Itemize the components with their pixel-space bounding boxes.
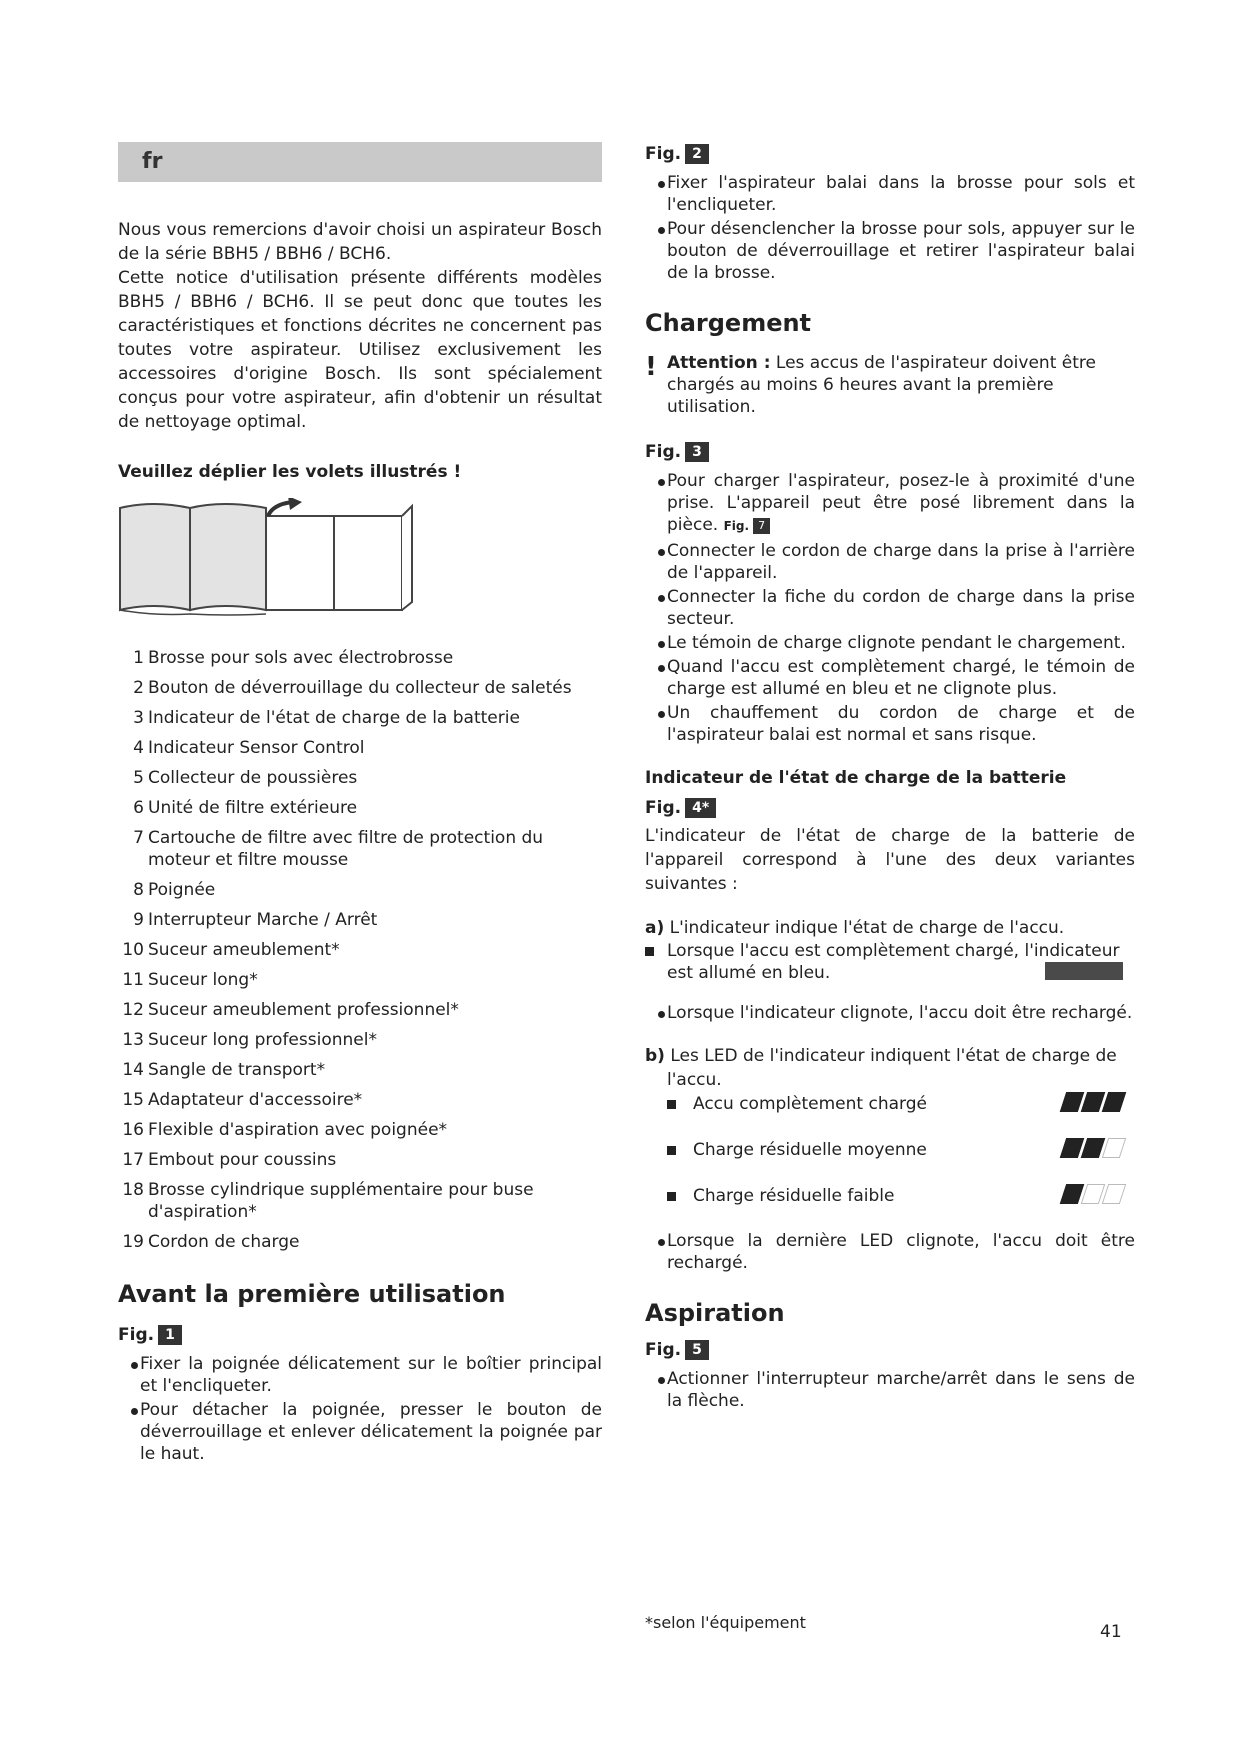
led-1-icon xyxy=(1063,1184,1123,1204)
list-item: Actionner l'interrupteur marche/arrêt dans le sens de la flèche. xyxy=(645,1368,1135,1412)
list-item: Lorsque la dernière LED clignote, l'accu doit être rechargé. xyxy=(645,1230,1135,1274)
intro-paragraph-1: Nous vous remercions d'avoir choisi un aspirateur Bosch de la série BBH5 / BBH6 / BCH6. xyxy=(118,220,602,264)
blue-indicator-icon xyxy=(1045,962,1123,980)
list-item: 1 Brosse pour sols avec électrobrosse xyxy=(133,648,454,668)
attention-note: ! Attention : Les accus de l'aspirateur doivent être chargés au moins 6 heures avant la première utilisation. xyxy=(645,352,1096,417)
fig2-steps xyxy=(645,172,1135,284)
intro-paragraph-2: Cette notice d'utilisation présente différents modèles BBH5 / BBH6 / BCH6. Il se peut donc que toutes les caractéristiques et fonctions décrites ne concernent pas toutes votre aspirateur. Utilisez exclusivement les accessoires d'origine Bosch. Ils sont spécialement conçus pour votre aspirateur, afin d'obtenir un résultat de nettoyage optimal. xyxy=(118,268,602,432)
list-item: 14 Sangle de transport* xyxy=(122,1060,326,1080)
list-item: Fixer la poignée délicatement sur le boîtier principal et l'encliqueter. xyxy=(118,1353,602,1397)
warning-icon: ! xyxy=(645,352,657,382)
fig-reference: Fig. 2 xyxy=(645,142,1135,166)
section-title-aspiration: Aspiration xyxy=(645,1299,785,1327)
section-title-before-use: Avant la première utilisation xyxy=(118,1280,506,1308)
led-2-icon xyxy=(1063,1138,1123,1158)
page-number: 41 xyxy=(1100,1622,1122,1642)
right-column xyxy=(645,142,1135,1414)
level-low: Charge résiduelle faible xyxy=(645,1184,1135,1230)
variant-a-steps xyxy=(645,1002,1135,1024)
unfold-note: Veuillez déplier les volets illustrés ! xyxy=(118,462,462,482)
list-item: 13 Suceur long professionnel* xyxy=(122,1030,377,1050)
list-item: 15 Adaptateur d'accessoire* xyxy=(122,1090,363,1110)
fig-reference: Fig. 4* xyxy=(645,796,1135,820)
language-header: fr xyxy=(118,142,602,182)
variant-b-steps xyxy=(645,1230,1135,1274)
list-item: 17 Embout pour coussins xyxy=(122,1150,337,1170)
list-item: 7 Cartouche de filtre avec filtre de protection du moteur et filtre mousse xyxy=(133,828,544,870)
list-item: 16 Flexible d'aspiration avec poignée* xyxy=(122,1120,448,1140)
list-item: 12 Suceur ameublement professionnel* xyxy=(122,1000,459,1020)
level-full: Accu complètement chargé xyxy=(645,1092,1135,1138)
list-item: 5 Collecteur de poussières xyxy=(133,768,358,788)
fig-reference: Fig. 5 xyxy=(645,1338,1135,1362)
led-3-icon xyxy=(1063,1092,1123,1112)
list-item: Lorsque l'indicateur clignote, l'accu doit être rechargé. xyxy=(645,1002,1135,1024)
list-item: Pour charger l'aspirateur, posez-le à proximité d'une prise. L'appareil peut être posé librement dans la pièce. Fig. 7 xyxy=(645,470,1135,538)
list-item: 4 Indicateur Sensor Control xyxy=(133,738,365,758)
left-column xyxy=(118,142,602,1467)
list-item: 9 Interrupteur Marche / Arrêt xyxy=(133,910,378,930)
aspiration-steps xyxy=(645,1368,1135,1412)
fig-reference: Fig. 1 xyxy=(118,1323,602,1347)
battery-intro: L'indicateur de l'état de charge de la batterie de l'appareil correspond à l'une des deux variantes suivantes : xyxy=(645,826,1135,894)
list-item: 3 Indicateur de l'état de charge de la batterie xyxy=(133,708,520,728)
list-item: Pour désenclencher la brosse pour sols, appuyer sur le bouton de déverrouillage et retirer l'aspirateur balai de la brosse. xyxy=(645,218,1135,284)
list-item: Pour détacher la poignée, presser le bouton de déverrouillage et enlever délicatement la poignée par le haut. xyxy=(118,1399,602,1465)
list-item: 19 Cordon de charge xyxy=(122,1232,300,1252)
list-item: Connecter le cordon de charge dans la prise à l'arrière de l'appareil. xyxy=(645,540,1135,584)
list-item: Le témoin de charge clignote pendant le chargement. xyxy=(645,632,1135,654)
charging-steps xyxy=(645,470,1135,746)
parts-legend xyxy=(118,647,602,1253)
variant-a-item: Lorsque l'accu est complètement chargé, l'indicateur est allumé en bleu. xyxy=(645,940,1135,984)
variant-b: b) Les LED de l'indicateur indiquent l'état de charge de l'accu. xyxy=(645,1046,1117,1090)
list-item: Fixer l'aspirateur balai dans la brosse pour sols et l'encliqueter. xyxy=(645,172,1135,216)
level-medium: Charge résiduelle moyenne xyxy=(645,1138,1135,1184)
footnote: *selon l'équipement xyxy=(645,1613,806,1632)
variant-a: a) L'indicateur indique l'état de charge de l'accu. xyxy=(645,918,1065,938)
subsection-title-battery: Indicateur de l'état de charge de la batterie xyxy=(645,768,1067,788)
list-item: 8 Poignée xyxy=(133,880,216,900)
before-use-steps xyxy=(118,1353,602,1465)
foldout-illustration xyxy=(118,498,418,618)
list-item: 18 Brosse cylindrique supplémentaire pour buse d'aspiration* xyxy=(122,1180,534,1222)
list-item: Quand l'accu est complètement chargé, le témoin de charge est allumé en bleu et ne clignote plus. xyxy=(645,656,1135,700)
list-item: 2 Bouton de déverrouillage du collecteur de saletés xyxy=(133,678,572,698)
list-item: 11 Suceur long* xyxy=(122,970,258,990)
fig-reference: Fig. 3 xyxy=(645,440,1135,464)
list-item: Connecter la fiche du cordon de charge dans la prise secteur. xyxy=(645,586,1135,630)
list-item: 6 Unité de filtre extérieure xyxy=(133,798,358,818)
list-item: 10 Suceur ameublement* xyxy=(122,940,340,960)
section-title-charging: Chargement xyxy=(645,309,812,337)
list-item: Un chauffement du cordon de charge et de l'aspirateur balai est normal et sans risque. xyxy=(645,702,1135,746)
